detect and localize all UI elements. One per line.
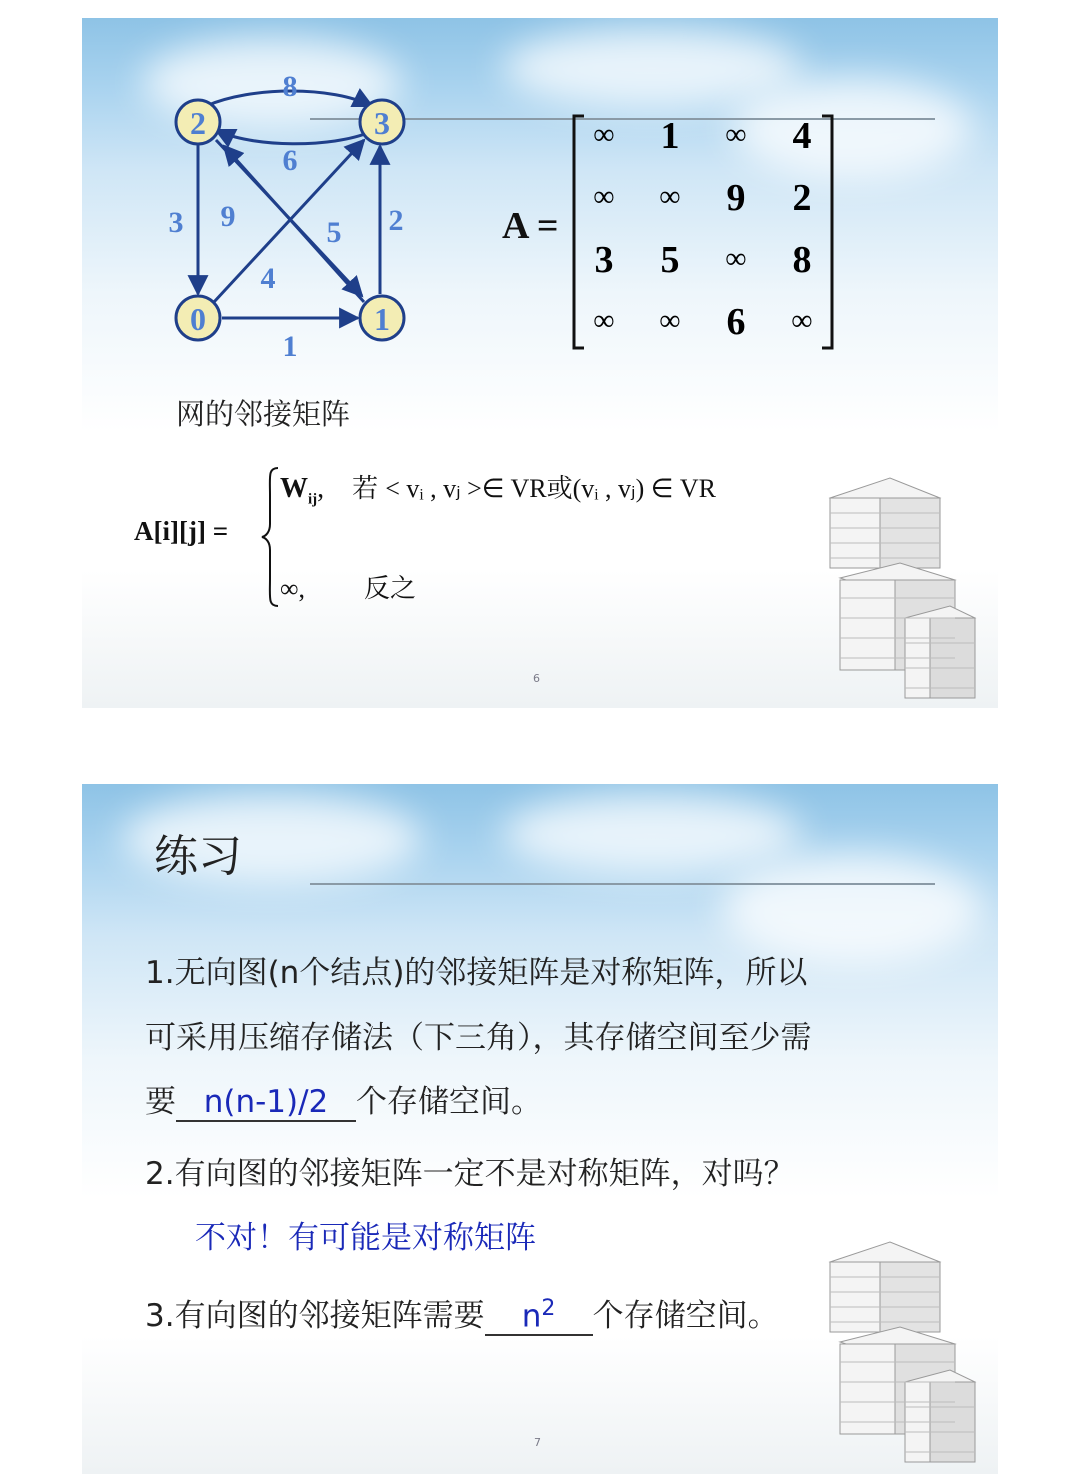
adjacency-matrix	[574, 112, 834, 352]
question-1-line-3	[145, 1076, 542, 1122]
paper-stack-image	[820, 1232, 980, 1472]
edge-3-2	[216, 130, 370, 144]
formula-case-1: $W_{ij}$, 若 < vᵢ , vⱼ >∈ VR或(vᵢ , vⱼ) ∈ VR	[280, 473, 716, 508]
weight-subscript: ij	[308, 491, 318, 508]
paper-stack-image	[820, 468, 980, 708]
matrix-cell: 3	[594, 239, 614, 281]
condition-prefix: 若	[352, 474, 379, 504]
matrix-cell: 6	[726, 301, 746, 343]
slide-title: 练习	[154, 831, 242, 882]
question-3-prefix: 3.有向图的邻接矩阵需要	[145, 1298, 485, 1334]
question-2: 2.有向图的邻接矩阵一定不是对称矩阵，对吗？	[145, 1156, 795, 1192]
matrix-cell: ∞	[659, 304, 681, 337]
answer-exponent: 2	[541, 1295, 556, 1321]
matrix-cell: ∞	[593, 118, 615, 151]
cloud-decoration	[502, 794, 802, 874]
page-number: 6	[533, 672, 540, 685]
question-3	[145, 1290, 779, 1336]
question-3-suffix: 个存储空间。	[592, 1298, 779, 1334]
weight-symbol: W	[280, 473, 308, 504]
edge-weight: 8	[282, 70, 298, 103]
formula-brace	[260, 466, 282, 608]
formula-lhs: A[i][j] =	[134, 516, 229, 546]
matrix-cell: 4	[792, 115, 812, 157]
slide-7	[82, 784, 998, 1474]
matrix-cell: ∞	[791, 304, 813, 337]
edge-weight: 4	[260, 262, 276, 295]
infinity-value: ∞,	[280, 574, 306, 603]
matrix-label: A =	[502, 205, 559, 247]
matrix-cell: 9	[726, 177, 746, 219]
matrix-cell: ∞	[725, 118, 747, 151]
question-2-answer: 不对！有可能是对称矩阵	[195, 1220, 536, 1256]
slide-6	[82, 18, 998, 708]
matrix-cell: 5	[660, 239, 680, 281]
node-label-2: 2	[190, 105, 206, 141]
question-1-prefix: 要	[145, 1084, 176, 1120]
question-1-suffix: 个存储空间。	[356, 1084, 542, 1120]
matrix-cell: ∞	[593, 180, 615, 213]
matrix-cell: ∞	[659, 180, 681, 213]
matrix-cell: ∞	[593, 304, 615, 337]
matrix-caption: 网的邻接矩阵	[176, 397, 351, 431]
edge-weight: 1	[282, 330, 298, 363]
node-label-1: 1	[374, 301, 390, 337]
answer-blank-1: n(n-1)/2	[176, 1084, 356, 1122]
matrix-cell: ∞	[725, 242, 747, 275]
edge-weight: 5	[326, 216, 342, 249]
edge-weight: 6	[282, 144, 298, 177]
answer-blank-3	[485, 1296, 593, 1336]
condition-text: < vᵢ , vⱼ >∈ VR或(vᵢ , vⱼ) ∈ VR	[385, 474, 716, 503]
matrix-cell: 8	[792, 239, 812, 281]
otherwise-text: 反之	[364, 574, 417, 604]
node-label-0: 0	[190, 301, 206, 337]
edge-weight: 3	[168, 206, 184, 239]
answer-base: n	[521, 1298, 542, 1334]
page-number: 7	[534, 1436, 541, 1449]
question-1-line-1: 1.无向图(n个结点)的邻接矩阵是对称矩阵，所以	[145, 955, 808, 991]
matrix-cell: 2	[792, 177, 812, 219]
edge-weight: 2	[388, 204, 404, 237]
node-label-3: 3	[374, 105, 390, 141]
edge-weight: 9	[220, 200, 236, 233]
matrix-cell: 1	[660, 115, 680, 157]
formula-case-2	[280, 568, 416, 605]
question-1-line-2: 可采用压缩存储法（下三角），其存储空间至少需	[145, 1020, 812, 1056]
weighted-digraph	[168, 66, 432, 363]
title-rule	[310, 883, 935, 885]
